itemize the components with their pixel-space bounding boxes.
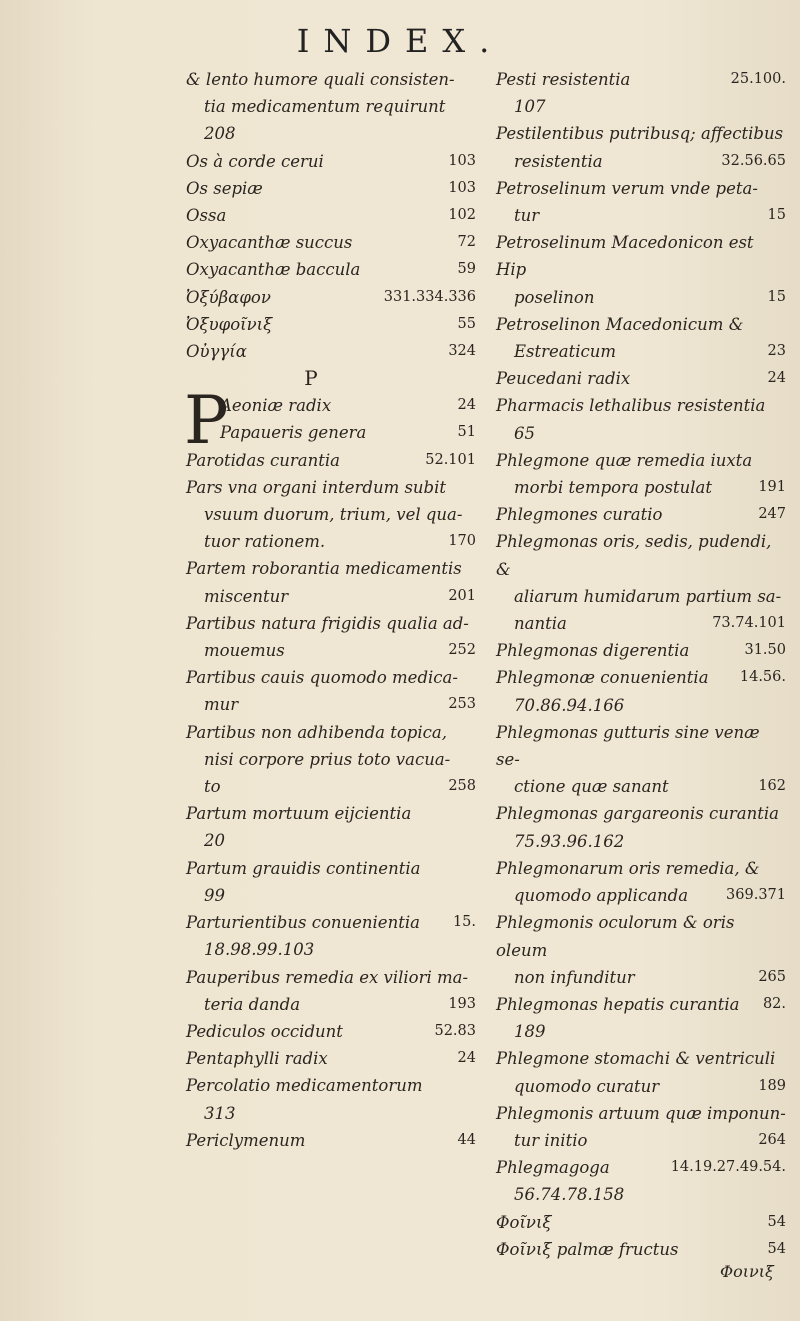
index-entry [186, 229, 476, 256]
entry-page-ref: 265 [758, 968, 786, 985]
entry-text: poselinon [514, 287, 595, 307]
index-entry [496, 474, 786, 501]
entry-text: tuor rationem. [204, 532, 326, 552]
catchword: Φοινιξ [720, 1262, 774, 1281]
index-entry [496, 855, 786, 882]
index-entry [496, 311, 786, 338]
index-entry [186, 501, 476, 528]
entry-page-ref: 51 [457, 424, 476, 441]
index-entry [496, 1100, 786, 1127]
entry-text: to [204, 777, 221, 797]
index-entry [496, 664, 786, 691]
entry-page-ref: 331.334.336 [383, 288, 476, 305]
index-entry [496, 420, 786, 447]
entry-page-ref: 264 [758, 1131, 786, 1148]
entry-page-ref: 170 [448, 533, 476, 550]
index-entry [496, 773, 786, 800]
entry-text: Ossa [186, 206, 227, 226]
entry-text: Phlegmonas gargareonis curantia [496, 804, 779, 824]
entry-page-ref: 252 [448, 642, 476, 659]
entry-text: nisi corpore prius toto vacua- [204, 749, 451, 769]
entry-page-ref: 24 [457, 1050, 476, 1067]
entry-text: Estreaticum [514, 342, 617, 362]
index-entry [186, 284, 476, 311]
index-entries-right [496, 66, 786, 1263]
section-p [184, 382, 476, 1154]
index-entry [186, 800, 476, 827]
entry-text: Φοῖνιξ palmæ fructus [496, 1239, 679, 1259]
index-entry [186, 1045, 476, 1072]
section-letter: P [304, 366, 318, 391]
entry-text: quomodo applicanda [514, 886, 689, 906]
index-entry [186, 1100, 476, 1127]
entry-page-ref: 72 [457, 234, 476, 251]
index-entry [186, 773, 476, 800]
index-entry [496, 229, 786, 283]
entry-text: tur initio [514, 1130, 588, 1150]
index-entry [186, 338, 476, 365]
entry-text: 56.74.78.158 [514, 1185, 625, 1205]
index-entry [496, 1236, 786, 1263]
index-entry [186, 93, 476, 120]
entry-page-ref: 191 [758, 479, 786, 496]
entry-text: Phlegmonas oris, sedis, pudendi, & [496, 532, 772, 579]
entry-page-ref: 52.101 [425, 451, 476, 468]
entry-page-ref: 15. [452, 914, 476, 931]
entry-text: Partum mortuum eijcientia [186, 804, 412, 824]
entry-page-ref: 24 [457, 397, 476, 414]
index-entry [186, 1127, 476, 1154]
index-entry [496, 583, 786, 610]
index-entry [496, 719, 786, 773]
index-entry [186, 175, 476, 202]
entry-text: Phlegmones curatio [496, 505, 663, 525]
index-entry [186, 392, 476, 419]
index-entry [186, 447, 476, 474]
entry-text: Os à corde cerui [186, 151, 324, 171]
index-entry [496, 175, 786, 202]
index-entry [186, 311, 476, 338]
entry-text: Phlegmonas digerentia [496, 641, 690, 661]
entry-text: 99 [204, 885, 225, 905]
index-entry [496, 882, 786, 909]
index-entry [186, 964, 476, 991]
index-entry [186, 419, 476, 446]
entry-text: tur [514, 206, 540, 226]
index-entry [186, 719, 476, 746]
entry-page-ref: 54 [767, 1240, 786, 1257]
index-entry [186, 610, 476, 637]
entry-text: 65 [514, 423, 535, 443]
entry-text: nantia [514, 614, 567, 634]
entry-page-ref: 52.83 [434, 1022, 476, 1039]
index-entry [186, 1072, 476, 1099]
entry-text: Phlegmone stomachi & ventriculi [496, 1049, 776, 1069]
index-entry [186, 664, 476, 691]
entry-page-ref: 15 [767, 207, 786, 224]
running-head: INDEX. [296, 22, 504, 60]
index-entries-p [184, 382, 476, 1154]
index-entry [496, 991, 786, 1018]
index-entry [496, 120, 786, 147]
entry-text: Pediculos occidunt [186, 1021, 343, 1041]
entry-text: Oxyacanthæ baccula [186, 260, 361, 280]
entry-text: non infunditur [514, 967, 635, 987]
entry-text: Ὀξύβαφον [186, 287, 271, 307]
entry-page-ref: 103 [448, 152, 476, 169]
entry-text: Pharmacis lethalibus resistentia [496, 396, 766, 416]
entry-text: morbi tempora postulat [514, 478, 713, 498]
index-entry [496, 1045, 786, 1072]
entry-text: Phlegmonas hepatis curantia [496, 994, 740, 1014]
index-entry [496, 148, 786, 175]
entry-page-ref: 193 [448, 995, 476, 1012]
entry-text: mouemus [204, 641, 285, 661]
entry-page-ref: 247 [758, 506, 786, 523]
entry-page-ref: 82. [762, 995, 786, 1012]
entry-page-ref: 23 [767, 343, 786, 360]
entry-text: resistentia [514, 151, 603, 171]
index-entry [186, 1018, 476, 1045]
index-entry [496, 392, 786, 419]
index-entry [186, 528, 476, 555]
index-entry [186, 583, 476, 610]
index-entry [496, 1209, 786, 1236]
index-entry [186, 474, 476, 501]
entry-text: 208 [204, 124, 236, 144]
index-entry [186, 148, 476, 175]
entry-page-ref: 73.74.101 [712, 615, 786, 632]
index-entry [186, 991, 476, 1018]
index-entry [186, 202, 476, 229]
index-entry [496, 66, 786, 93]
index-entry [186, 936, 476, 963]
index-entry [186, 827, 476, 854]
entry-text: Pestilentibus putribusq; affectibus [496, 124, 784, 144]
index-entry [186, 637, 476, 664]
index-entry [496, 1154, 786, 1181]
index-entry [496, 528, 786, 582]
entry-text: 107 [514, 97, 546, 117]
index-entry [496, 610, 786, 637]
entry-text: Petroselinon Macedonicum & [496, 314, 744, 334]
index-entry [186, 120, 476, 147]
index-column-right [496, 66, 786, 1263]
entry-page-ref: 14.56. [739, 669, 786, 686]
index-entry [496, 284, 786, 311]
index-entry [496, 1018, 786, 1045]
entry-page-ref: 324 [448, 343, 476, 360]
entry-page-ref: 189 [758, 1077, 786, 1094]
entry-text: Οὐγγία [186, 342, 247, 362]
entry-text: mur [204, 695, 239, 715]
entry-text: & lento humore quali consisten- [186, 70, 455, 89]
entry-text: Phlegmone quæ remedia iuxta [496, 450, 753, 470]
index-entry [186, 555, 476, 582]
entry-page-ref: 31.50 [744, 642, 786, 659]
entry-page-ref: 55 [457, 315, 476, 332]
entry-page-ref: 14.19.27.49.54. [670, 1159, 786, 1176]
entry-text: Petroselinum verum vnde peta- [496, 178, 758, 198]
entry-text: quomodo curatur [514, 1076, 660, 1096]
entry-text: Pentaphylli radix [186, 1049, 328, 1069]
entry-text: Phlegmonarum oris remedia, & [496, 858, 760, 878]
entry-text: Phlegmonis oculorum & oris oleum [496, 913, 735, 960]
entry-text: Partem roborantia medicamentis [186, 559, 462, 579]
entry-text: 313 [204, 1103, 236, 1123]
index-entry [496, 447, 786, 474]
index-entry [496, 338, 786, 365]
index-entry [496, 964, 786, 991]
entry-text: Phlegmonis artuum quæ imponun- [496, 1103, 786, 1123]
entry-page-ref: 25.100. [730, 71, 786, 87]
index-column-left [186, 66, 476, 1154]
entry-text: Petroselinum Macedonicon est Hip [496, 233, 754, 280]
entry-text: 189 [514, 1022, 546, 1042]
entry-text: Phlegmonæ conuenientia [496, 668, 709, 688]
index-entry [496, 800, 786, 827]
entry-text: Parturientibus conuenientia [186, 913, 420, 933]
entry-text: Parotidas curantia [186, 450, 341, 470]
index-entry [496, 1073, 786, 1100]
entry-page-ref: 54 [767, 1213, 786, 1230]
entry-text: 18.98.99.103 [204, 940, 315, 960]
entry-page-ref: 369.371 [726, 887, 786, 904]
index-entry [186, 855, 476, 882]
index-entry [496, 909, 786, 963]
entry-text: Φοῖνιξ [496, 1212, 552, 1232]
index-entry [186, 66, 476, 93]
entry-text: Pars vna organi interdum subit [186, 477, 447, 497]
index-entry [496, 1127, 786, 1154]
entry-text: Os sepiæ [186, 178, 263, 198]
entry-text: ctione quæ sanant [514, 777, 669, 797]
entry-text: Oxyacanthæ succus [186, 233, 353, 253]
entry-page-ref: 44 [457, 1131, 476, 1148]
entry-text: aliarum humidarum partium sa- [514, 586, 782, 606]
entry-page-ref: 59 [457, 261, 476, 278]
entry-page-ref: 162 [758, 778, 786, 795]
index-entry [496, 365, 786, 392]
entry-text: 20 [204, 831, 225, 851]
index-entry [186, 909, 476, 936]
entry-text: Aeoniæ radix [220, 396, 332, 416]
index-entry [496, 637, 786, 664]
entry-text: Ὀξυφοῖνιξ [186, 314, 273, 334]
entry-page-ref: 103 [448, 179, 476, 196]
entry-text: Pauperibus remedia ex viliori ma- [186, 967, 469, 987]
entry-text: 70.86.94.166 [514, 695, 625, 715]
entry-text: Partibus natura frigidis qualia ad- [186, 613, 469, 633]
entry-text: teria danda [204, 994, 301, 1014]
entry-text: Pesti resistentia [496, 70, 631, 89]
index-entry [186, 691, 476, 718]
entry-text: Partibus non adhibenda topica, [186, 722, 447, 742]
entry-text: Papaueris genera [220, 423, 367, 443]
index-entry [496, 93, 786, 120]
entry-text: Phlegmonas gutturis sine venæ se- [496, 722, 760, 770]
index-entry [186, 882, 476, 909]
entry-text: 75.93.96.162 [514, 831, 625, 851]
entry-text: vsuum duorum, trium, vel qua- [204, 505, 463, 525]
entry-text: Percolatio medicamentorum [186, 1076, 423, 1096]
entry-text: Partibus cauis quomodo medica- [186, 668, 458, 688]
entry-text: Periclymenum [186, 1130, 306, 1150]
entry-text: Partum grauidis continentia [186, 858, 421, 878]
entry-text: Phlegmagoga [496, 1158, 610, 1178]
index-entry [186, 746, 476, 773]
entry-text: miscentur [204, 586, 289, 606]
index-entry [496, 692, 786, 719]
entry-text: tia medicamentum requirunt [204, 97, 446, 117]
entry-page-ref: 258 [448, 778, 476, 795]
index-entries-o [186, 66, 476, 365]
entry-page-ref: 201 [448, 587, 476, 604]
entry-page-ref: 32.56.65 [721, 152, 786, 169]
entry-page-ref: 253 [448, 696, 476, 713]
index-entry [186, 256, 476, 283]
entry-page-ref: 102 [448, 207, 476, 224]
entry-text: Peucedani radix [496, 369, 631, 389]
index-entry [496, 828, 786, 855]
drop-cap: P [184, 382, 229, 460]
index-entry [496, 501, 786, 528]
index-entry [496, 1181, 786, 1208]
index-entry [496, 202, 786, 229]
entry-page-ref: 15 [767, 288, 786, 305]
entry-page-ref: 24 [767, 370, 786, 387]
